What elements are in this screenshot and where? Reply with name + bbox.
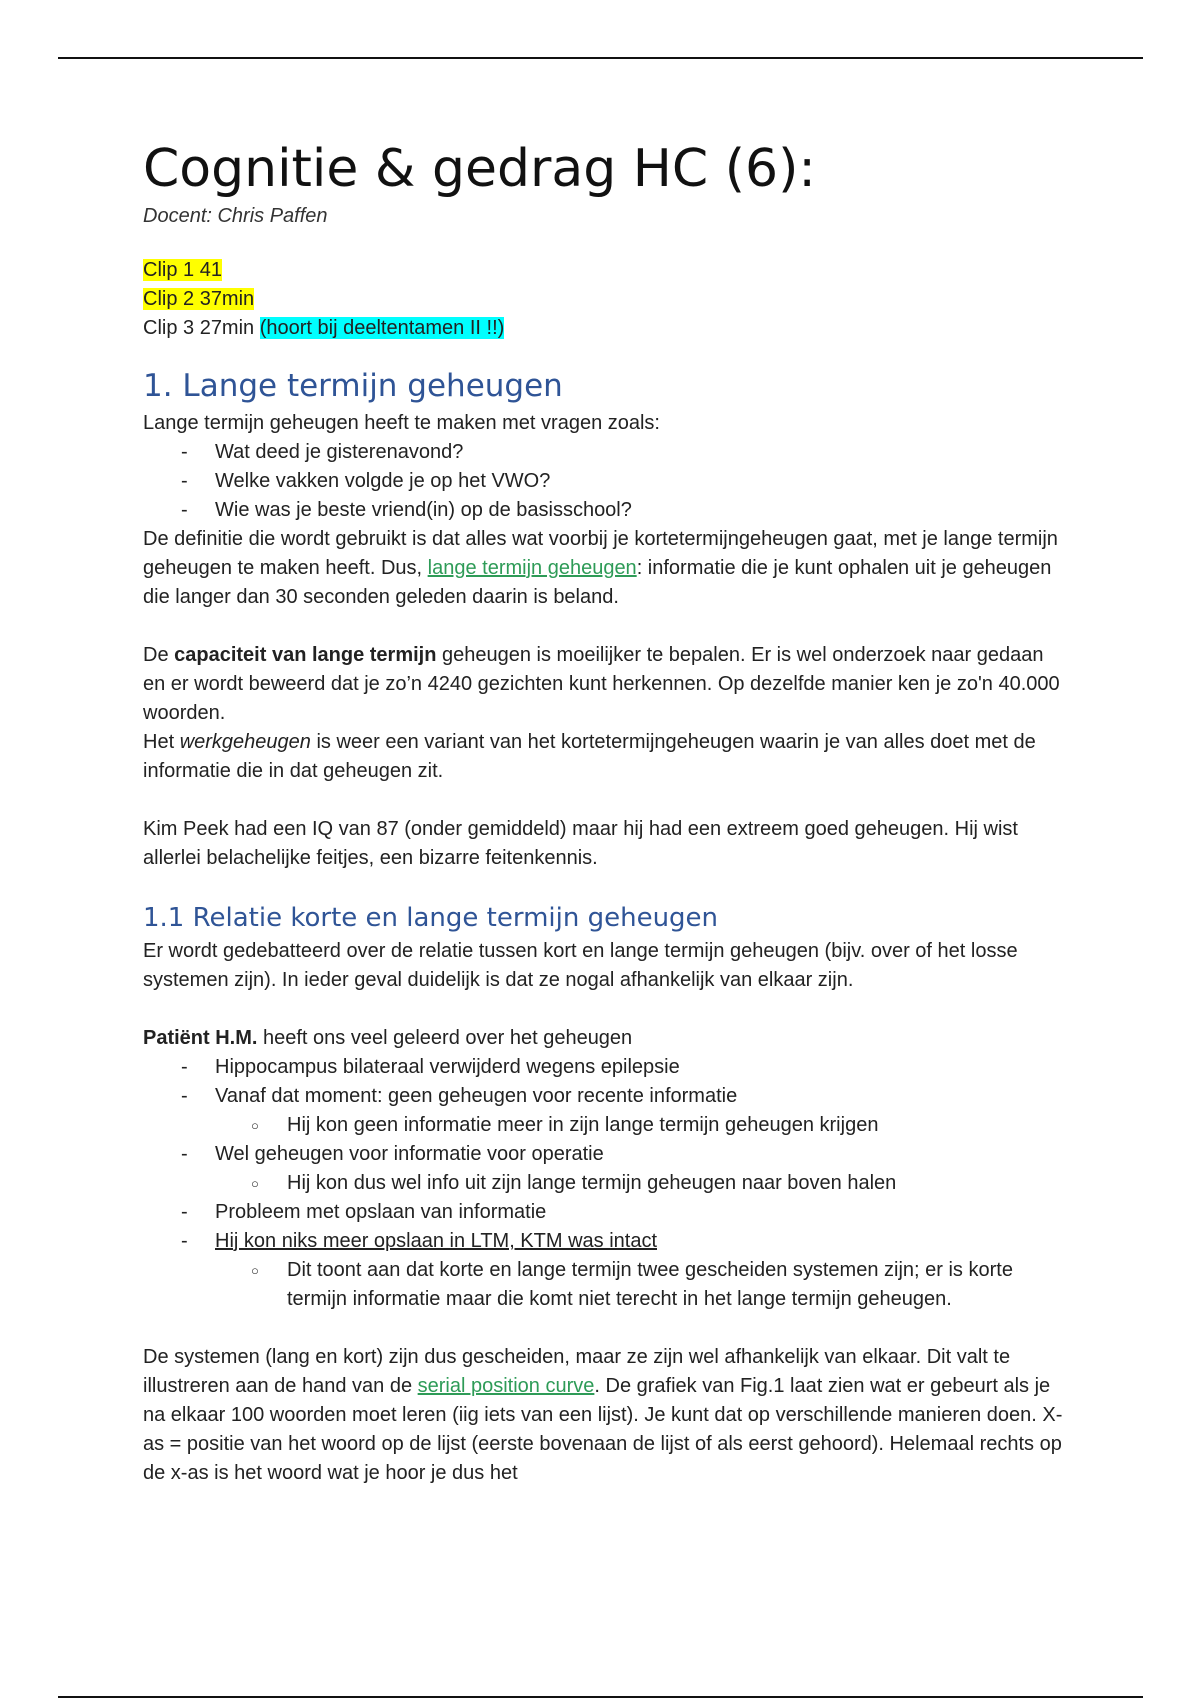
clip-3-text: Clip 3 27min bbox=[143, 317, 260, 339]
list-item bbox=[143, 1227, 1063, 1314]
definition-end: : informatie die je kunt ophalen uit je geheugen die langer dan 30 seconden geleden daarin is beland. bbox=[143, 557, 1052, 608]
werkgeheugen-paragraph bbox=[143, 728, 1063, 786]
clip-2-highlight: Clip 2 37min bbox=[143, 288, 255, 310]
list-item: - Welke vakken volgde je op het VWO? bbox=[143, 467, 1063, 496]
sub-list-item: ○ Hij kon dus wel info uit zijn lange termijn geheugen naar boven halen bbox=[215, 1169, 1063, 1198]
list-item-text: Vanaf dat moment: geen geheugen voor recente informatie bbox=[215, 1085, 738, 1107]
list-item: - Probleem met opslaan van informatie bbox=[143, 1198, 1063, 1227]
section-1-1-heading: 1.1 Relatie korte en lange termijn geheugen bbox=[143, 903, 719, 933]
definition-link[interactable]: lange termijn geheugen bbox=[427, 557, 637, 579]
spacer bbox=[143, 995, 1063, 1024]
serial-position-link[interactable]: serial position curve bbox=[417, 1375, 595, 1397]
clip-line-3 bbox=[143, 314, 1063, 343]
spacer bbox=[143, 786, 1063, 815]
list-item: - Hippocampus bilateraal verwijderd wegens epilepsie bbox=[143, 1053, 1063, 1082]
capacity-bold: capaciteit van lange termijn bbox=[174, 644, 437, 666]
list-item bbox=[143, 1140, 1063, 1198]
section-1-heading: 1. Lange termijn geheugen bbox=[143, 368, 563, 404]
werk-start: Het bbox=[143, 731, 180, 753]
definition-paragraph bbox=[143, 525, 1063, 612]
document-page bbox=[143, 138, 1063, 1488]
hm-paragraph bbox=[143, 1024, 1063, 1053]
list-item bbox=[143, 1082, 1063, 1140]
clip-line-1 bbox=[143, 256, 1063, 285]
hm-bold: Patiënt H.M. bbox=[143, 1027, 258, 1049]
clip-3-highlight: (hoort bij deeltentamen II !!) bbox=[259, 317, 505, 339]
top-rule bbox=[58, 57, 1143, 59]
werk-end: is weer een variant van het kortetermijngeheugen waarin je van alles doet met de informatie die in dat geheugen zit. bbox=[143, 731, 1036, 782]
capacity-end: geheugen is moeilijker te bepalen. Er is wel onderzoek naar gedaan en er wordt beweerd dat je zo’n 4240 gezichten kunt herkennen. Op dezelfde manier ken je zo'n 40.000 woorden. bbox=[143, 644, 1060, 724]
sub-list-item: ○ Hij kon geen informatie meer in zijn lange termijn geheugen krijgen bbox=[215, 1111, 1063, 1140]
spacer bbox=[143, 1314, 1063, 1343]
sub-list bbox=[215, 1169, 1063, 1198]
document-subtitle: Docent: Chris Paffen bbox=[143, 205, 328, 227]
bottom-rule bbox=[58, 1696, 1143, 1698]
section-1-1-intro: Er wordt gedebatteerd over de relatie tussen kort en lange termijn geheugen (bijv. over of het losse systemen zijn). In ieder geval duidelijk is dat ze nogal afhankelijk van elkaar zijn. bbox=[143, 940, 1018, 991]
clip-line-2 bbox=[143, 285, 1063, 314]
systems-end: . De grafiek van Fig.1 laat zien wat er gebeurt als je na elkaar 100 woorden moet leren (iig iets van een lijst). Je kunt dat op verschillende manieren doen. X-as = positie van het woord op de lijst (eerste bovenaan de lijst of als eerst gehoord). Helemaal rechts op de x-as is het woord wat je hoor je dus het bbox=[143, 1375, 1063, 1484]
capacity-paragraph bbox=[143, 641, 1063, 728]
spacer bbox=[143, 612, 1063, 641]
question-list bbox=[143, 438, 1063, 525]
kim-peek-paragraph: Kim Peek had een IQ van 87 (onder gemiddeld) maar hij had een extreem goed geheugen. Hij wist allerlei belachelijke feitjes, een bizarre feitenkennis. bbox=[143, 818, 1018, 869]
sub-list-item: ○ Dit toont aan dat korte en lange termijn twee gescheiden systemen zijn; er is korte termijn informatie maar die komt niet terecht in het lange termijn geheugen. bbox=[215, 1256, 1063, 1314]
werk-italic: werkgeheugen bbox=[179, 731, 311, 753]
clip-1-highlight: Clip 1 41 bbox=[143, 259, 222, 281]
document-title: Cognitie & gedrag HC (6): bbox=[143, 139, 816, 199]
capacity-start: De bbox=[143, 644, 175, 666]
hm-list bbox=[143, 1053, 1063, 1314]
hm-rest: heeft ons veel geleerd over het geheugen bbox=[257, 1027, 633, 1049]
section-1-intro: Lange termijn geheugen heeft te maken met vragen zoals: bbox=[143, 412, 660, 434]
sub-list bbox=[215, 1256, 1063, 1314]
definition-start: De definitie die wordt gebruikt is dat alles wat voorbij je kortetermijngeheugen gaat, met je lange termijn geheugen te maken heeft. Dus, bbox=[143, 528, 1058, 579]
list-item: - Wie was je beste vriend(in) op de basisschool? bbox=[143, 496, 1063, 525]
systems-paragraph bbox=[143, 1343, 1063, 1488]
list-item-text: Hij kon niks meer opslaan in LTM, KTM was intact bbox=[215, 1230, 658, 1252]
sub-list bbox=[215, 1111, 1063, 1140]
systems-start: De systemen (lang en kort) zijn dus gescheiden, maar ze zijn wel afhankelijk van elkaar. Dit valt te illustreren aan de hand van de bbox=[143, 1346, 1011, 1397]
list-item-text: Wel geheugen voor informatie voor operatie bbox=[215, 1143, 604, 1165]
list-item: - Wat deed je gisterenavond? bbox=[143, 438, 1063, 467]
